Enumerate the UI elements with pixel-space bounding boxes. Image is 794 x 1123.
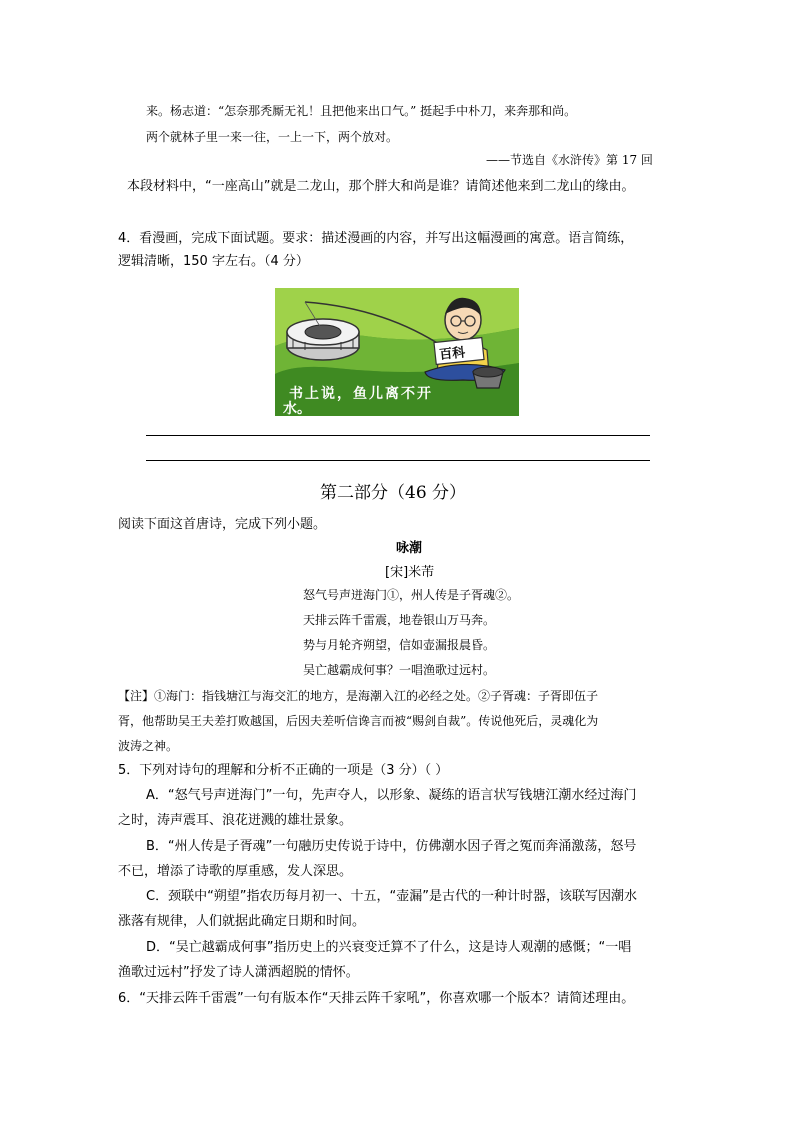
option-a-line-2: 之时，涛声震耳、浪花迸溅的雄壮景象。 bbox=[118, 813, 353, 828]
cartoon-caption-line-1: 书上说，鱼儿离不开 bbox=[289, 386, 433, 402]
note-line-2: 胥，他帮助吴王夫差打败越国，后因夫差听信谗言而被“赐剑自裁”。传说他死后，灵魂化为 bbox=[118, 714, 599, 728]
option-d-line-2: 渔歌过远村”抒发了诗人潇洒超脱的情怀。 bbox=[118, 965, 359, 980]
question-4-line-1: 4．看漫画，完成下面试题。要求：描述漫画的内容，并写出这幅漫画的寓意。语言简练， bbox=[118, 231, 634, 246]
poem-line-1: 怒气号声迸海门①，州人传是子胥魂②。 bbox=[303, 588, 520, 602]
option-d-line-1: D．“吴亡越霸成何事”指历史上的兴衰变迁算不了什么，这是诗人观潮的感慨；“一唱 bbox=[146, 940, 632, 955]
note-line-1: 【注】①海门：指钱塘江与海交汇的地方，是海潮入江的必经之处。②子胥魂：子胥即伍子 bbox=[118, 689, 599, 703]
excerpt-source: ——节选自《水浒传》第 17 回 bbox=[486, 153, 653, 167]
poem-line-3: 势与月轮齐朔望，信如壶漏报晨昏。 bbox=[303, 638, 496, 652]
poem-line-4: 吴亡越霸成何事？一唱渔歌过远村。 bbox=[303, 663, 496, 677]
cartoon-caption-line-2: 水。 bbox=[283, 401, 311, 416]
option-b-line-1: B．“州人传是子胥魂”一句融历史传说于诗中，仿佛潮水因子胥之冤而奔涌激荡，怒号 bbox=[146, 839, 637, 854]
answer-line-2 bbox=[146, 460, 650, 461]
poem-title: 咏潮 bbox=[396, 541, 423, 556]
cartoon-image bbox=[275, 288, 519, 416]
question-6: 6．“天排云阵千雷震”一句有版本作“天排云阵千家吼”，你喜欢哪一个版本？请简述理由。 bbox=[118, 991, 635, 1006]
bucket-drawing bbox=[473, 367, 503, 388]
option-c-line-1: C．颈联中“朔望”指农历每月初一、十五，“壶漏”是古代的一种计时器，该联写因潮水 bbox=[146, 889, 638, 904]
answer-line-1 bbox=[146, 435, 650, 436]
part-2-intro: 阅读下面这首唐诗，完成下列小题。 bbox=[118, 517, 327, 532]
option-b-line-2: 不已，增添了诗歌的厚重感，发人深思。 bbox=[118, 864, 353, 879]
excerpt-line-1: 来。杨志道：“怎奈那秃厮无礼！且把他来出口气。” 挺起手中朴刀，来奔那和尚。 bbox=[146, 104, 577, 118]
option-c-line-2: 涨落有规律，人们就据此确定日期和时间。 bbox=[118, 914, 366, 929]
question-4-line-2: 逻辑清晰，150 字左右。（4 分） bbox=[118, 254, 309, 269]
poem-author: [宋]米芾 bbox=[385, 565, 435, 580]
excerpt-line-2: 两个就林子里一来一往，一上一下，两个放对。 bbox=[146, 130, 399, 144]
well-drawing bbox=[287, 319, 359, 360]
poem-line-2: 天排云阵千雷震，地卷银山万马奔。 bbox=[303, 613, 496, 627]
question-5-stem: 5．下列对诗句的理解和分析不正确的一项是（3 分）（ ） bbox=[118, 763, 449, 778]
part-2-heading: 第二部分（46 分） bbox=[320, 483, 467, 503]
question-3-tail: 本段材料中，“一座高山”就是二龙山，那个胖大和尚是谁？请简述他来到二龙山的缘由。 bbox=[127, 179, 635, 194]
note-line-3: 波涛之神。 bbox=[118, 739, 179, 753]
option-a-line-1: A．“怒气号声迸海门”一句，先声夺人，以形象、凝练的语言状写钱塘江潮水经过海门 bbox=[146, 788, 637, 803]
book-title: 百科 bbox=[438, 345, 467, 364]
